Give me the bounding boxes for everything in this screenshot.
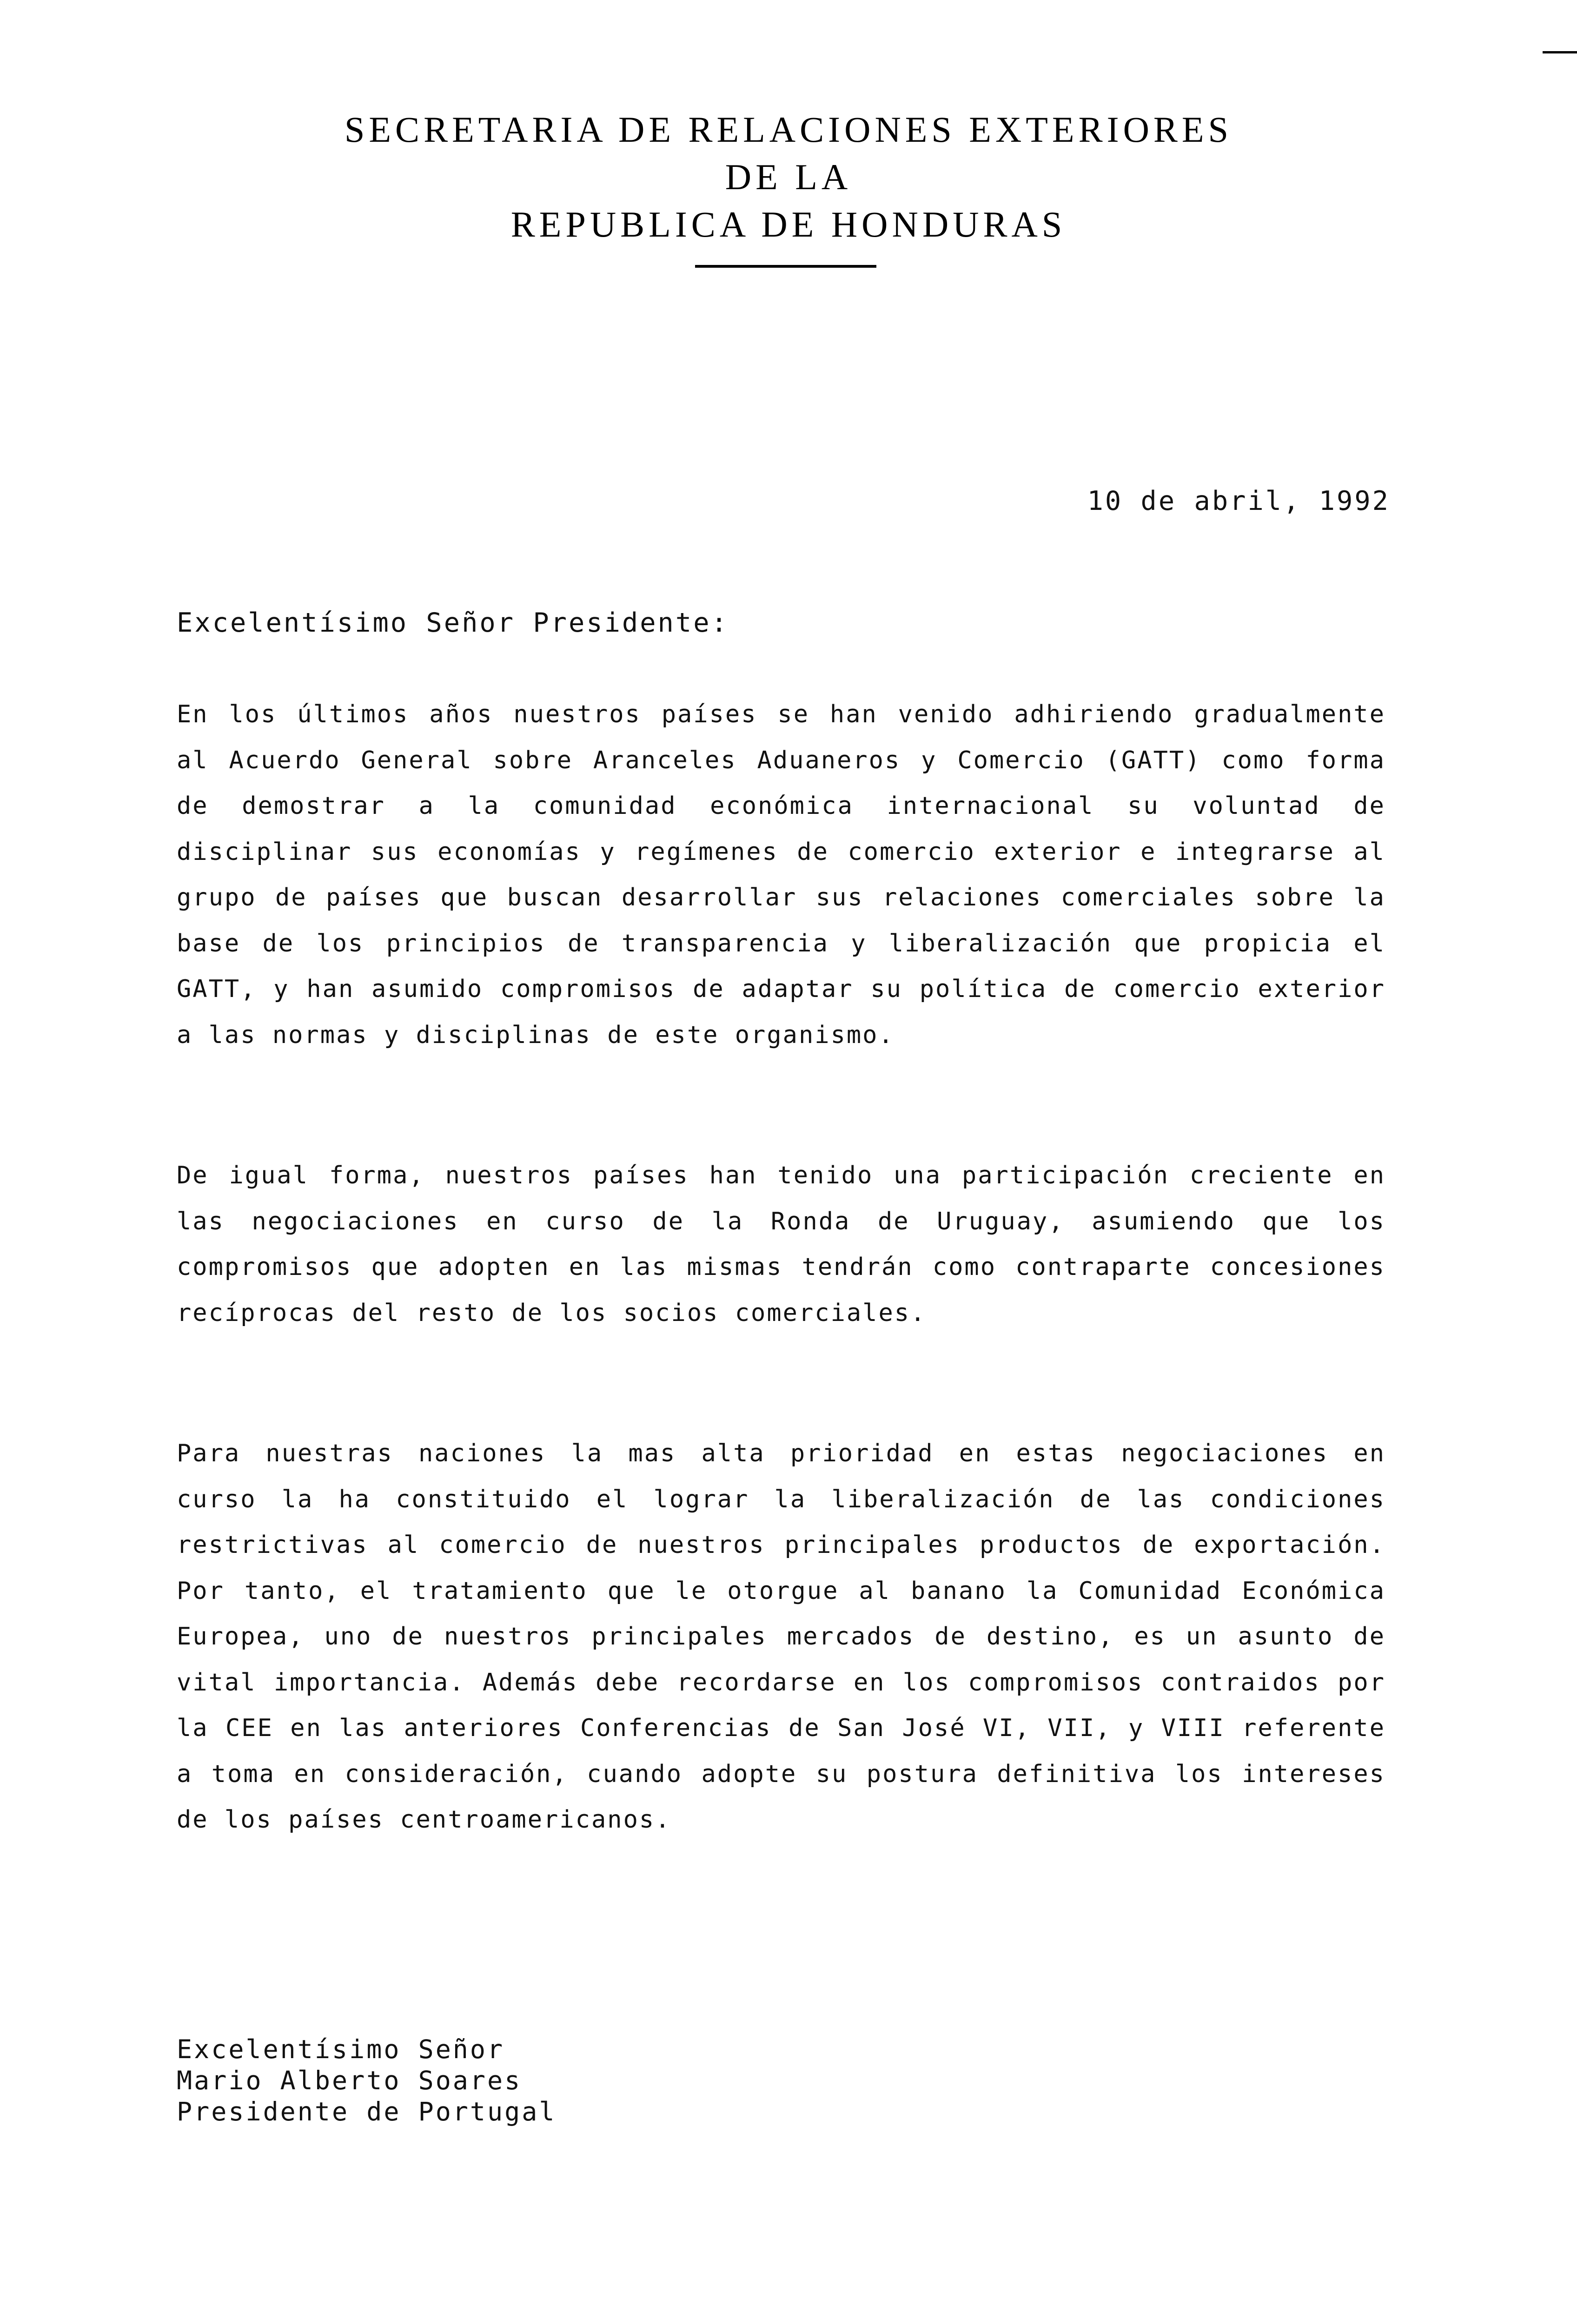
letterhead-divider xyxy=(695,265,876,268)
body-paragraph-3: Para nuestras naciones la mas alta prioridad en estas negociaciones en curso la ha constituido el lograr la liberalización de las condiciones restrictivas al comercio de nuestros principales productos de exportación. Por tanto, el tratamiento que le otorgue al banano la Comunidad Económica Europea, uno de nuestros principales mercados de destino, es un asunto de vital importancia. Además debe recordarse en los compromisos contraidos por la CEE en las anteriores Conferencias de San José VI, VII, y VIII referente a toma en consideración, cuando adopte su postura definitiva los intereses de los países centroamericanos. xyxy=(177,1439,1385,1834)
body-paragraph-1: En los últimos años nuestros países se han venido adhiriendo gradualmente al Acuerdo General sobre Aranceles Aduaneros y Comercio (GATT) como forma de demostrar a la comunidad económica internacional su voluntad de disciplinar sus economías y regímenes de comercio exterior e integrarse al grupo de países que buscan desarrollar sus relaciones comerciales sobre la base de los principios de transparencia y liberalización que propicia el GATT, y han asumido compromisos de adaptar su política de comercio exterior a las normas y disciplinas de este organismo. xyxy=(177,700,1385,1049)
addressee-name: Mario Alberto Soares xyxy=(177,2066,522,2095)
body-paragraph-2: De igual forma, nuestros países han tenido una participación creciente en las negociaciones en curso de la Ronda de Uruguay, asumiendo que los compromisos que adopten en las mismas tendrán como contraparte concesiones recíprocas del resto de los socios comerciales. xyxy=(177,1162,1385,1327)
letterhead xyxy=(0,106,1577,248)
addressee-block xyxy=(177,2034,556,2127)
letter-date: 10 de abril, 1992 xyxy=(1087,486,1390,516)
letterhead-country: REPUBLICA DE HONDURAS xyxy=(510,204,1067,244)
addressee-title: Excelentísimo Señor xyxy=(177,2034,505,2064)
letterhead-connector: DE LA xyxy=(725,157,852,197)
addressee-position: Presidente de Portugal xyxy=(177,2097,557,2126)
letterhead-ministry: SECRETARIA DE RELACIONES EXTERIORES xyxy=(345,109,1232,150)
corner-mark xyxy=(1543,51,1577,53)
salutation: Excelentísimo Señor Presidente: xyxy=(177,607,729,638)
